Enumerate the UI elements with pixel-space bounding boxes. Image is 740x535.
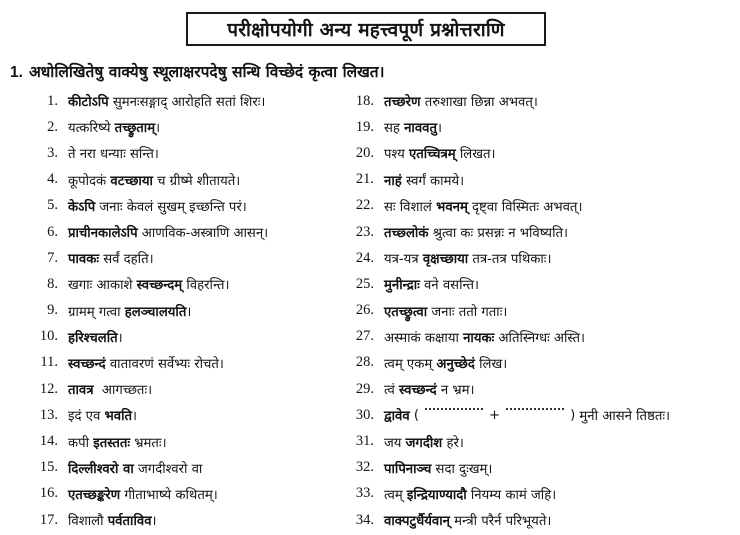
list-item	[344, 298, 670, 324]
item-number: 18.	[355, 92, 374, 109]
item-text-before: कूपोदकं	[68, 173, 111, 189]
item-text-before: ग्रामम् गत्वा	[68, 304, 125, 320]
item-number: 7.	[47, 249, 58, 266]
item-number: 23.	[355, 223, 374, 240]
item-text-before: यत्करिष्ये	[68, 121, 115, 137]
item-number: 31.	[355, 433, 374, 450]
item-bold-word: हरिश्चलति	[68, 330, 118, 346]
list-item	[28, 114, 268, 140]
item-text-after: च ग्रीष्मे शीतायते।	[152, 173, 241, 189]
item-bold-word: प्राचीनकालेऽपि	[68, 226, 138, 242]
item-bold-word: मुनीन्द्राः	[384, 278, 420, 294]
item-number: 33.	[355, 485, 374, 502]
question-number: 1.	[10, 64, 23, 81]
list-item	[28, 481, 268, 507]
item-text-after: जनाः ततो गताः।	[427, 304, 508, 320]
item-text-after: गीताभाष्ये कथितम्।	[120, 487, 218, 503]
item-bold-word: स्वच्छन्दं	[399, 383, 437, 399]
item-text-after: ।	[155, 121, 161, 137]
fill-blank-2[interactable]	[506, 408, 564, 410]
item-number: 22.	[355, 197, 374, 214]
item-text-before: पश्य	[384, 147, 409, 163]
item-bold-word: तच्छ्रुताम्	[114, 121, 156, 137]
item-number: 17.	[39, 511, 58, 528]
item-text-before: अस्माकं कक्षाया	[384, 330, 464, 346]
item-text-after: ।	[132, 409, 138, 425]
list-item	[28, 428, 268, 454]
item-bold-word: केऽपि	[68, 199, 96, 215]
list-item	[344, 481, 670, 507]
item-bold-word: एतच्छङ्करेण	[68, 487, 121, 503]
item-text-after: दृष्ट्वा विस्मितः अभवत्।	[467, 199, 583, 215]
list-item	[344, 376, 670, 402]
blank-open-paren: (	[409, 407, 420, 423]
item-bold-word: नायकः	[463, 330, 495, 346]
item-text-after: श्रुत्वा कः प्रसन्नः न भविष्यति।	[428, 226, 568, 242]
item-bold-word: स्वच्छन्दं	[68, 356, 106, 372]
item-number: 2.	[47, 118, 58, 135]
item-bold-word: वाक्पटुर्धैर्यवान्	[384, 514, 450, 530]
item-bold-word: अनुच्छेदं	[436, 356, 475, 372]
list-item	[28, 245, 268, 271]
item-number: 15.	[39, 459, 58, 476]
item-bold-word: एतच्छ्रुत्वा	[384, 304, 428, 320]
item-bold-word: पावकः	[68, 252, 100, 268]
item-number: 6.	[47, 223, 58, 240]
list-item	[28, 271, 268, 297]
item-bold-word: इतस्ततः	[93, 435, 131, 451]
item-number: 1.	[47, 92, 58, 109]
list-item	[344, 140, 670, 166]
item-text-after: तरुशाखा छिन्ना अभवत्।	[420, 95, 538, 111]
item-bold-word: कीटोऽपि	[68, 95, 109, 111]
item-text-after: आणविक-अस्त्राणि आसन्।	[137, 226, 269, 242]
fill-blank-1[interactable]	[425, 408, 483, 410]
page-title: परीक्षोपयोगी अन्य महत्त्वपूर्ण प्रश्नोत्तराणि	[227, 19, 505, 41]
item-text-before: त्वम्	[384, 487, 407, 503]
item-text-after: लिखत।	[455, 147, 496, 163]
list-item	[344, 324, 670, 350]
item-text-after: मन्त्री परैर्न परिभूयते।	[449, 514, 552, 530]
item-bold-word: इन्द्रियाण्यादौ	[406, 487, 467, 503]
item-number: 25.	[355, 275, 374, 292]
item-bold-word: एतच्चित्रम्	[408, 147, 456, 163]
list-item	[344, 271, 670, 297]
item-number: 30.	[355, 406, 374, 423]
item-number: 26.	[355, 302, 374, 319]
item-text-after: सुमनःसङ्गाद् आरोहति सतां शिरः।	[108, 95, 266, 111]
item-number: 12.	[39, 380, 58, 397]
list-item	[344, 402, 670, 428]
item-number: 16.	[39, 485, 58, 502]
item-number: 10.	[39, 328, 58, 345]
item-text-after: ।	[437, 121, 443, 137]
item-bold-word: द्वावेव	[384, 409, 410, 425]
item-text-after: जगदीश्वरो वा	[133, 461, 203, 477]
blank-close-paren: )	[570, 407, 576, 423]
right-column-list	[344, 88, 670, 533]
plus-sign: +	[489, 407, 501, 423]
item-text-after: वने वसन्ति।	[419, 278, 480, 294]
item-text-before: सः विशालं	[384, 199, 437, 215]
list-item	[344, 219, 670, 245]
item-text-before: कपी	[68, 435, 94, 451]
item-text-after: आगच्छतः।	[93, 383, 153, 399]
list-item	[28, 507, 268, 533]
list-item	[344, 245, 670, 271]
item-bold-word: हलञ्चालयति	[124, 304, 187, 320]
item-text-before: यत्र-यत्र	[384, 252, 423, 268]
item-text-after: सदा दुःखम्।	[431, 461, 493, 477]
item-number: 19.	[355, 118, 374, 135]
item-text-after: ।	[186, 304, 192, 320]
item-bold-word: भवति	[104, 409, 133, 425]
list-item	[344, 455, 670, 481]
item-number: 9.	[47, 302, 58, 319]
item-number: 14.	[39, 433, 58, 450]
list-item	[28, 88, 268, 114]
item-text-after: जनाः केवलं सुखम् इच्छन्ति परं।	[95, 199, 247, 215]
list-item	[28, 219, 268, 245]
item-text-after: सर्वं दहति।	[99, 252, 154, 268]
item-bold-word: तच्छरेण	[384, 95, 421, 111]
question-text: अधोलिखितेषु वाक्येषु स्थूलाक्षरपदेषु सन्धि विच्छेदं कृत्वा लिखत।	[28, 63, 385, 81]
item-bold-word: वटच्छाया	[110, 173, 153, 189]
list-item	[28, 140, 268, 166]
item-bold-word: तावत्र	[68, 383, 94, 399]
list-item	[28, 350, 268, 376]
item-bold-word: भवनम्	[436, 199, 468, 215]
left-column-list	[28, 88, 268, 533]
item-bold-word: नाहं	[384, 173, 402, 189]
item-bold-word: पर्वताविव	[107, 514, 152, 530]
item-text-after: अतिस्निग्धः अस्ति।	[494, 330, 586, 346]
item-text-before: ते नरा धन्याः सन्ति।	[68, 147, 159, 163]
item-number: 20.	[355, 144, 374, 161]
question-instruction	[10, 60, 385, 82]
item-number: 3.	[47, 144, 58, 161]
item-text-after: लिख।	[474, 356, 508, 372]
item-text-before: विशालौ	[68, 514, 108, 530]
list-item	[344, 88, 670, 114]
item-text-after: हरे।	[442, 435, 464, 451]
item-text-before: त्वं	[384, 383, 400, 399]
list-item	[28, 402, 268, 428]
item-number: 29.	[355, 380, 374, 397]
item-number: 13.	[39, 406, 58, 423]
item-number: 24.	[355, 249, 374, 266]
list-item	[344, 114, 670, 140]
list-item	[28, 376, 268, 402]
item-text-after: नियम्य कामं जहि।	[466, 487, 557, 503]
item-bold-word: दिल्लीश्वरो वा	[68, 461, 134, 477]
item-text-after: वातावरणं सर्वेभ्यः रोचते।	[105, 356, 224, 372]
item-text-before: इदं एव	[68, 409, 105, 425]
list-item	[28, 167, 268, 193]
item-text-after: ।	[117, 330, 123, 346]
list-item	[28, 324, 268, 350]
item-bold-word: जगदीश	[405, 435, 443, 451]
item-text-after: न भ्रम।	[436, 383, 475, 399]
item-number: 32.	[355, 459, 374, 476]
item-number: 28.	[355, 354, 374, 371]
item-text-tail: मुनी आसने तिष्ठतः।	[575, 409, 671, 425]
list-item	[344, 193, 670, 219]
item-bold-word: पापिनाञ्च	[384, 461, 432, 477]
list-item	[28, 193, 268, 219]
page-title-box	[186, 12, 546, 46]
list-item	[344, 507, 670, 533]
list-item	[28, 455, 268, 481]
list-item	[344, 428, 670, 454]
item-bold-word: स्वच्छन्दम्	[136, 278, 183, 294]
item-text-before: जय	[384, 435, 406, 451]
item-text-after: तत्र-तत्र पथिकाः।	[468, 252, 552, 268]
item-bold-word: नाववतु	[404, 121, 438, 137]
list-item	[344, 167, 670, 193]
item-number: 34.	[355, 511, 374, 528]
list-item	[28, 298, 268, 324]
item-number: 4.	[47, 171, 58, 188]
item-text-after: भ्रमतः।	[130, 435, 167, 451]
list-item	[344, 350, 670, 376]
item-number: 5.	[47, 197, 58, 214]
item-bold-word: तच्छ्लोकं	[384, 226, 429, 242]
item-text-before: त्वम् एकम्	[384, 356, 437, 372]
item-number: 11.	[40, 354, 58, 371]
item-text-after: ।	[151, 514, 157, 530]
item-text-before: खगाः आकाशे	[68, 278, 137, 294]
item-text-after: स्वर्गं कामये।	[401, 173, 465, 189]
item-text-after: विहरन्ति।	[182, 278, 230, 294]
item-number: 21.	[355, 171, 374, 188]
item-number: 27.	[355, 328, 374, 345]
item-number: 8.	[47, 275, 58, 292]
item-text-before: सह	[384, 121, 405, 137]
item-bold-word: वृक्षच्छाया	[422, 252, 469, 268]
